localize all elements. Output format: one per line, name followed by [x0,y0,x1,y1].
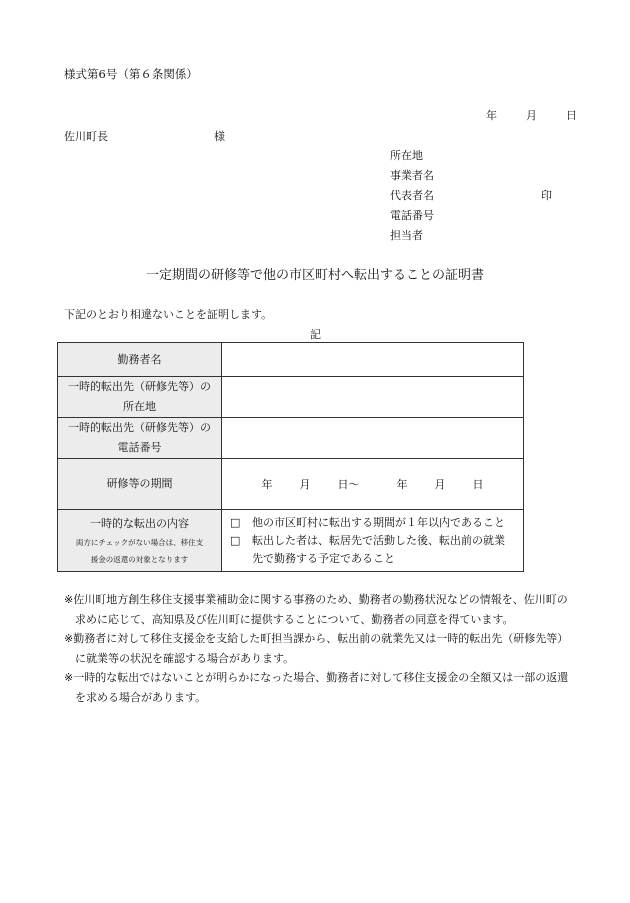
period-value[interactable] [222,459,524,510]
document-title: 一定期間の研修等で他の市区町村へ転出することの証明書 [145,268,484,283]
dest-address-label-line1: 一時的転出先（研修先等）の [68,380,211,393]
applicant-contact-label: 担当者 [390,229,423,242]
period-start-year: 年 [261,478,273,491]
dest-address-label [58,377,222,418]
content-note-line2: 援金の返還の対象となります [90,554,189,564]
content-label-title: 一時的な転出の内容 [90,516,189,530]
worker-name-label: 勤務者名 [58,343,222,377]
check-item-2-text-line1: 転出した者は、転居先で活動した後、転出前の就業 [252,533,505,547]
period-end-month: 月 [434,478,446,491]
period-start-day: 日～ [337,478,360,491]
note-2: ※勤務者に対して移住支援金を支給した町担当課から、転出前の就業先又は一時的転出先（研修先等）に就業等の状況を確認する場合があります。 [64,632,569,665]
date-line [486,107,577,123]
applicant-block [390,146,552,246]
period-end-year: 年 [396,478,408,491]
seal-mark: 印 [541,189,552,202]
dest-address-value[interactable] [222,377,524,418]
table-row [58,343,524,377]
table-row [58,459,524,510]
recipient [64,128,225,144]
form-number: 様式第6号（第６条関係） [64,67,198,81]
date-year: 年 [486,109,497,122]
worker-name-value[interactable] [222,343,524,377]
period-label: 研修等の期間 [58,459,222,510]
content-note-line1: 両方にチェックがない場合は、移住支 [75,537,204,547]
dest-phone-label [58,418,222,459]
date-month: 月 [526,109,537,122]
applicant-phone-label: 電話番号 [390,209,434,222]
dest-phone-value[interactable] [222,418,524,459]
check-item-1-text: 他の市区町村に転出する期間が１年以内であること [252,515,505,529]
checkbox-1[interactable]: □ [230,515,241,529]
content-label [58,510,222,572]
content-checks [222,510,524,572]
intro-text: 下記のとおり相違ないことを証明します。 [64,308,273,321]
recipient-mayor: 佐川町長 [64,130,108,143]
ki-mark: 記 [310,328,321,341]
note-3: ※一時的な転出ではないことが明らかになった場合、勤務者に対して移住支援金の全額又は一部の返還を求める場合があります。 [64,671,569,704]
applicant-company-label: 事業者名 [390,169,434,182]
applicant-representative-label: 代表者名 [390,189,434,202]
checkbox-2[interactable]: □ [230,533,241,547]
table-row [58,377,524,418]
check-item-2 [230,532,523,568]
dest-phone-label-line2: 電話番号 [117,441,162,454]
check-item-1 [230,514,523,532]
check-item-2-text-line2: 先で勤務する予定であること [252,551,395,565]
certificate-table [57,342,524,572]
applicant-address-label: 所在地 [390,149,423,162]
period-start-month: 月 [299,478,311,491]
notes-block [64,590,574,707]
table-row [58,418,524,459]
recipient-honorific: 様 [214,130,225,143]
note-1: ※佐川町地方創生移住支援事業補助金に関する事務のため、勤務者の勤務状況などの情報を、佐川町の求めに応じて、高知県及び佐川町に提供することについて、勤務者の同意を得ています。 [64,593,568,626]
period-end-day: 日 [472,478,484,491]
dest-address-label-line2: 所在地 [123,400,156,413]
table-row [58,510,524,572]
date-day: 日 [566,109,577,122]
dest-phone-label-line1: 一時的転出先（研修先等）の [68,421,211,434]
